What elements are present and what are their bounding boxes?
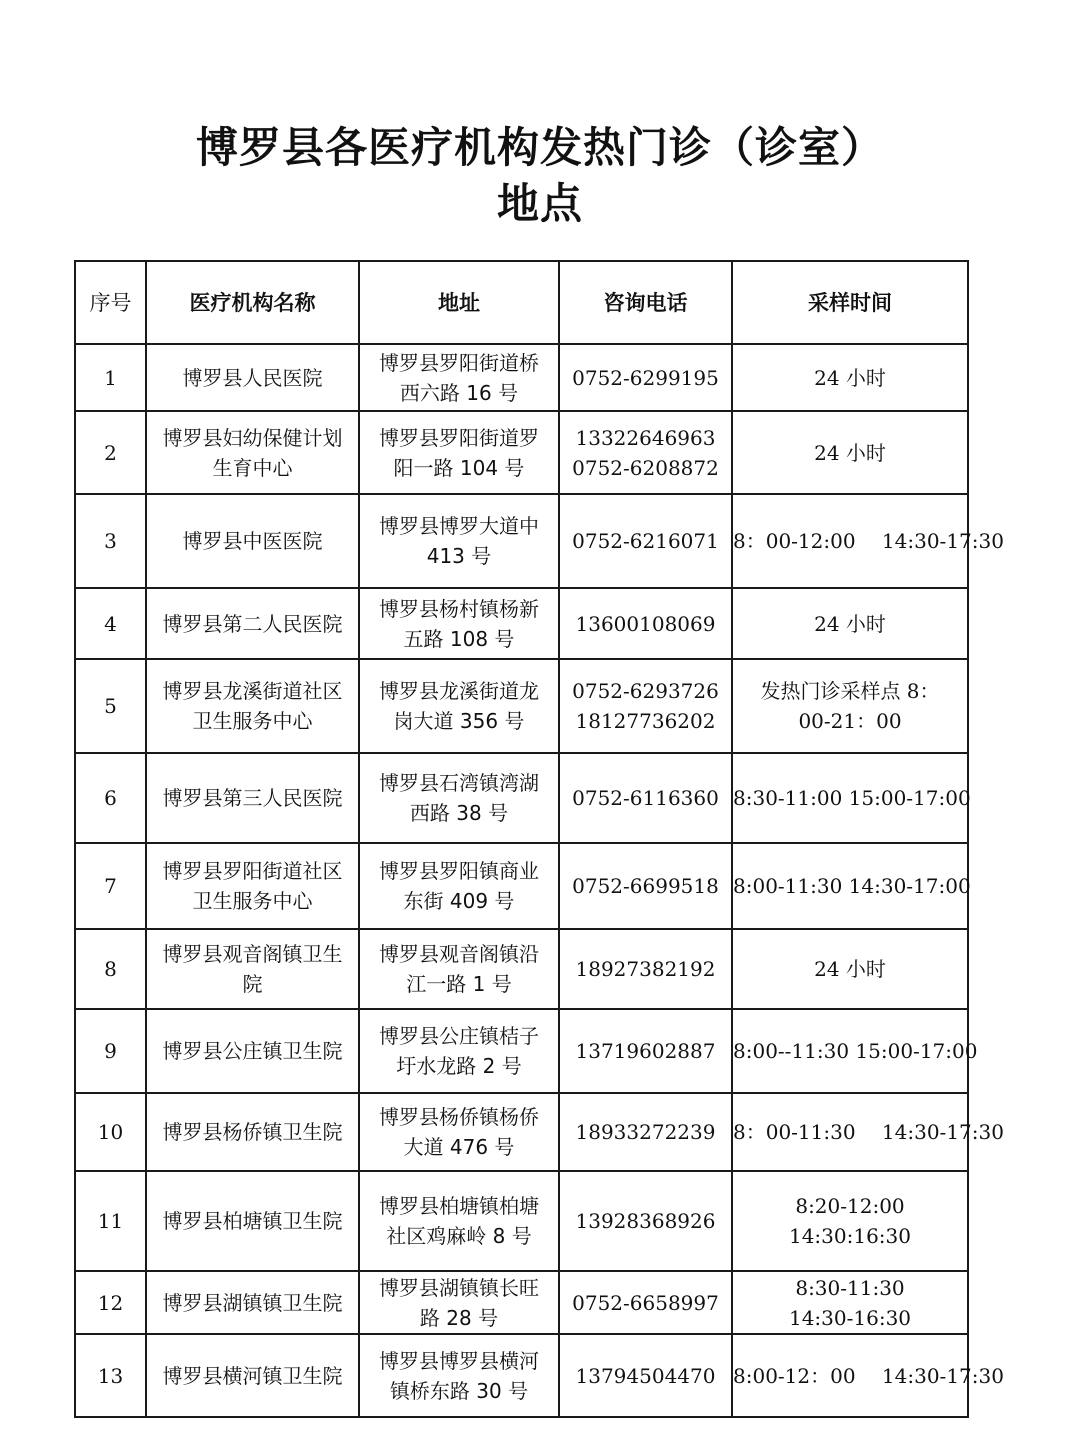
sampling-time-cell [732,1093,1004,1171]
address-cell [359,344,559,411]
institution-name-line: 博罗县罗阳街道社区 [162,859,343,883]
address-line: 路 28 号 [419,1305,499,1330]
address-cell [359,843,559,929]
address-cell [359,1334,559,1417]
table-row [75,1271,968,1334]
row-no-cell: 1 [75,344,146,411]
address-line: 阳一路 104 号 [393,455,525,480]
sampling-time-line: 14:30-16:30 [788,1305,912,1330]
institution-name-cell [146,411,359,494]
phone-line: 18927382192 [575,957,716,981]
institution-name-line: 博罗县横河镇卫生院 [162,1363,343,1388]
address-line: 江一路 1 号 [406,972,512,996]
institution-name-line: 博罗县人民医院 [182,365,323,390]
phone-line: 18933272239 [575,1120,716,1144]
sampling-time-line: 14:30:16:30 [788,1224,911,1248]
address-line: 五路 108 号 [403,626,515,651]
phone-line: 0752-6299195 [572,365,719,390]
table-row [75,843,968,929]
phone-line: 0752-6699518 [572,874,719,898]
address-cell [359,1009,559,1093]
table-row [75,1009,968,1093]
institution-name-line: 博罗县观音阁镇卫生 [162,942,343,966]
phone-line: 13794504470 [575,1363,716,1388]
table-row [75,753,968,843]
sampling-time-cell [732,1009,978,1093]
address-cell [359,659,559,753]
address-line: 岗大道 356 号 [393,709,525,733]
institution-name-line: 卫生服务中心 [192,889,313,913]
phone-line: 13719602887 [575,1039,716,1063]
institution-name-cell [146,494,359,588]
address-cell [359,411,559,494]
row-no-cell: 2 [75,411,146,494]
phone-line: 0752-6293726 [572,679,719,703]
row-no-cell: 12 [75,1271,146,1334]
institution-name-line: 博罗县妇幼保健计划 [162,425,343,450]
row-no-cell: 6 [75,753,146,843]
address-line: 博罗县罗阳街道桥 [379,350,539,375]
document-title [0,120,1080,232]
address-line: 大道 476 号 [403,1135,515,1159]
sampling-time-cell [732,588,968,659]
phone-cell [559,929,732,1009]
row-no-cell: 9 [75,1009,146,1093]
table-row [75,344,968,411]
institution-name-line: 博罗县第二人民医院 [162,611,343,636]
table-row [75,659,968,753]
sampling-time-cell [732,344,968,411]
row-no-cell: 10 [75,1093,146,1171]
table-row [75,1093,968,1171]
institution-name-cell [146,1271,359,1334]
sampling-time-line: 发热门诊采样点 8： [760,679,940,703]
table-row [75,411,968,494]
address-line: 博罗县罗阳镇商业 [379,859,539,883]
sampling-time-line: 00-21：00 [798,709,902,733]
row-no-cell: 3 [75,494,146,588]
institution-name-line: 博罗县中医医院 [182,529,323,553]
institution-name-line: 生育中心 [212,455,293,480]
sampling-time-line: 8:00-12：00 14:30-17:30 [733,1363,1004,1388]
sampling-time-cell [732,494,1004,588]
institution-name-line: 卫生服务中心 [192,709,313,733]
address-line: 社区鸡麻岭 8 号 [386,1224,532,1248]
institution-name-cell [146,753,359,843]
address-line: 博罗县石湾镇湾湖 [379,771,539,795]
row-no-cell: 5 [75,659,146,753]
address-line: 圩水龙路 2 号 [396,1054,522,1078]
phone-line: 0752-6116360 [572,786,719,810]
header-address: 地址 [359,261,559,344]
address-cell [359,494,559,588]
address-line: 博罗县湖镇镇长旺 [379,1275,539,1300]
phone-line: 13600108069 [575,611,716,636]
phone-cell [559,588,732,659]
address-line: 西路 38 号 [409,801,509,825]
sampling-time-cell [732,1334,1004,1417]
institution-name-cell [146,344,359,411]
phone-line: 18127736202 [575,709,716,733]
header-no: 序号 [75,261,146,344]
table-header-row [75,261,968,344]
address-line: 博罗县观音阁镇沿 [379,942,539,966]
institution-name-cell [146,588,359,659]
sampling-time-cell [732,843,971,929]
institution-name-cell [146,929,359,1009]
institution-name-line: 博罗县龙溪街道社区 [162,679,343,703]
phone-cell [559,344,732,411]
table-body [75,344,1004,1417]
institution-name-cell [146,659,359,753]
address-line: 博罗县博罗大道中 [379,514,539,538]
row-no-cell: 11 [75,1171,146,1271]
address-line: 博罗县龙溪街道龙 [379,679,539,703]
institution-name-cell [146,1334,359,1417]
sampling-time-cell [732,411,968,494]
table-row [75,929,968,1009]
row-no-cell: 13 [75,1334,146,1417]
phone-cell [559,494,732,588]
header-time: 采样时间 [732,261,968,344]
sampling-time-line: 8:30-11:00 15:00-17:00 [733,786,971,810]
table-row [75,588,968,659]
fever-clinic-table [74,260,1004,1418]
sampling-time-line: 24 小时 [814,611,886,636]
address-cell [359,1093,559,1171]
phone-line: 0752-6216071 [572,529,719,553]
header-name: 医疗机构名称 [146,261,359,344]
sampling-time-line: 24 小时 [814,440,886,465]
phone-line: 13322646963 [575,425,716,450]
address-cell [359,753,559,843]
header-phone: 咨询电话 [559,261,732,344]
address-line: 博罗县杨侨镇杨侨 [379,1105,539,1129]
institution-name-line: 博罗县公庄镇卫生院 [162,1039,343,1063]
row-no-cell: 8 [75,929,146,1009]
institution-name-line: 院 [242,972,263,996]
sampling-time-line: 8：00-11:30 14:30-17:30 [733,1120,1004,1144]
institution-name-cell [146,1009,359,1093]
sampling-time-cell [732,929,968,1009]
address-line: 东街 409 号 [403,889,515,913]
address-line: 博罗县公庄镇桔子 [379,1024,539,1048]
institution-name-line: 博罗县湖镇镇卫生院 [162,1290,343,1315]
sampling-time-cell [732,753,971,843]
phone-cell [559,843,732,929]
phone-cell [559,1009,732,1093]
address-cell [359,1171,559,1271]
sampling-time-cell [732,1271,968,1334]
sampling-time-line: 8:20-12:00 [795,1194,905,1218]
sampling-time-line: 8:00--11:30 15:00-17:00 [733,1039,978,1063]
row-no-cell: 7 [75,843,146,929]
phone-cell [559,1271,732,1334]
table-row [75,1334,968,1417]
phone-line: 13928368926 [575,1209,716,1233]
address-line: 博罗县杨村镇杨新 [379,596,539,621]
table-row [75,494,968,588]
institution-name-cell [146,843,359,929]
address-line: 413 号 [426,544,492,568]
institution-name-line: 博罗县柏塘镇卫生院 [162,1209,343,1233]
title-line-1: 博罗县各医疗机构发热门诊（诊室） [195,123,884,172]
row-no-cell: 4 [75,588,146,659]
address-line: 镇桥东路 30 号 [389,1378,529,1403]
sampling-time-line: 24 小时 [814,365,886,390]
sampling-time-line: 8：00-12:00 14:30-17:30 [733,529,1004,553]
phone-cell [559,1171,732,1271]
title-line-2: 地点 [496,179,583,228]
institution-name-line: 博罗县第三人民医院 [162,786,343,810]
sampling-time-cell [732,659,968,753]
sampling-time-line: 8:30-11:30 [795,1275,905,1300]
sampling-time-cell [732,1171,968,1271]
address-cell [359,929,559,1009]
phone-cell [559,411,732,494]
address-line: 博罗县柏塘镇柏塘 [379,1194,539,1218]
address-line: 西六路 16 号 [399,380,519,405]
sampling-time-line: 8:00-11:30 14:30-17:00 [733,874,971,898]
phone-line: 0752-6658997 [572,1290,719,1315]
table-row [75,1171,968,1271]
phone-cell [559,753,732,843]
sampling-time-line: 24 小时 [814,957,886,981]
institution-name-cell [146,1171,359,1271]
phone-cell [559,1093,732,1171]
address-line: 博罗县罗阳街道罗 [379,425,539,450]
phone-cell [559,1334,732,1417]
institution-name-cell [146,1093,359,1171]
address-cell [359,588,559,659]
address-line: 博罗县博罗县横河 [379,1348,539,1373]
phone-cell [559,659,732,753]
phone-line: 0752-6208872 [572,455,719,480]
institution-name-line: 博罗县杨侨镇卫生院 [162,1120,343,1144]
address-cell [359,1271,559,1334]
